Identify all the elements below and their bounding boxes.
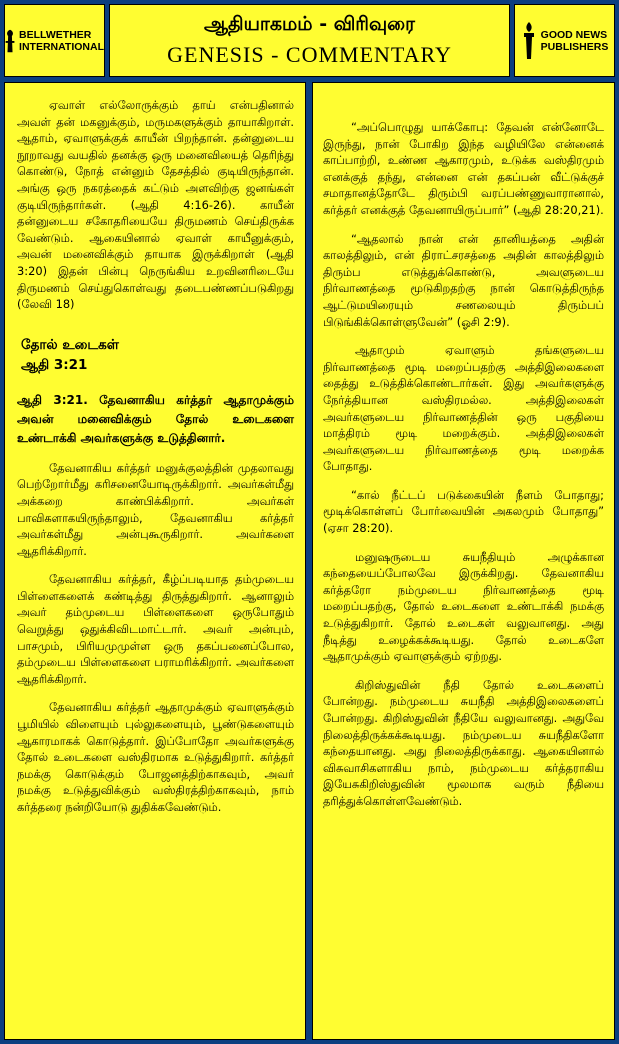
bellwether-logo <box>4 4 105 77</box>
logo-line-2: PUBLISHERS <box>540 40 609 53</box>
logo-line-1: GOOD NEWS <box>540 28 608 41</box>
quote-block: “கால் நீட்டப் படுக்கையின் நீளம் போதாது; மூடிக்கொள்ளப் போர்வையின் அகலமும் போதாது” (ஏசா 28:20). <box>323 487 604 536</box>
good-news-logo <box>514 4 615 77</box>
heading-title: தோல் உடைகள் <box>21 336 119 353</box>
title-tamil: ஆதியாகமம் - விரிவுரை <box>204 13 415 35</box>
ram-icon <box>5 21 15 61</box>
right-column <box>312 82 615 1040</box>
section-heading <box>21 335 294 375</box>
paragraph: தேவனாகிய கர்த்தர், கீழ்ப்படியாத தம்முடைய பிள்ளைகளைக் கண்டித்து திருத்துகிறார். ஆனாலும் அவர் தம்முடைய பிள்ளைகளை ஒருபோதும் வெறுத்து ஒதுக்கிவிடமாட்டார். அவர் அன்பும், பாசமும், பிரியமுமுள்ள ஒரு தகப்பனைப்போல, தம்முடைய பிள்ளைகளை பராமரிக்கிறார். அவர்களை ஆதரிக்கிறார். <box>17 572 294 686</box>
paragraph: ஆதாமும் ஏவாளும் தங்களுடைய நிர்வாணத்தை மூடி மறைப்பதற்கு அத்திஇலைகளை தைத்து உடுத்திக்கொண்டார்கள். இது அவர்களுக்கு நேர்த்தியான வஸ்திரமல்ல. அத்திஇலைகள் அவர்களுடைய நிர்வாணத்தின் ஒரு பகுதியை மாத்திரம் மூடி மறைக்கும். அத்திஇலைகள் அவர்களுடைய நிர்வாணத்தை மூடி மறைக்க போதாது. <box>323 343 604 474</box>
torch-icon <box>521 21 537 61</box>
quote-block: “அப்பொழுது யாக்கோபு: தேவன் என்னோடே இருந்து, நான் போகிற இந்த வழியிலே என்னைக் காப்பாற்றி, உண்ண ஆகாரமும், உடுக்க வஸ்திரமும் எனக்குத் தந்து, என்னை என் தகப்பன் வீட்டுக்குச் சமாதானத்தோடே திரும்பி வரப்பண்ணுவாரானால், கர்த்தர் எனக்குத் தேவனாயிருப்பார்” (ஆதி 28:20,21). <box>323 120 604 217</box>
left-column <box>4 82 306 1040</box>
title-english: GENESIS - COMMENTARY <box>167 42 452 67</box>
logo-line-2: INTERNATIONAL <box>19 40 104 53</box>
heading-reference: ஆதி 3:21 <box>21 356 88 373</box>
page-header <box>4 4 615 77</box>
quote-block: “ஆதலால் நான் என் தானியத்தை அதின் காலத்திலும், என் திராட்சரசத்தை அதின் காலத்திலும் திரும்ப எடுத்துக்கொண்டு, அவளுடைய நிர்வாணத்தை மூடுகிறதற்கு நான் கொடுத்திருந்த ஆட்டுமயிரையும் சணலையும் திரும்பப் பிடுங்கிக்கொள்ளுவேன்” (ஓசி 2:9). <box>323 231 604 329</box>
paragraph: கிறிஸ்துவின் நீதி தோல் உடைகளைப் போன்றது. நம்முடைய சுயநீதி அத்திஇலைகளைப் போன்றது. கிறிஸ்துவின் நீதியே வலுவானது. அதுவே நிலைத்திருக்கக்கூடியது. நம்முடைய சுயநீதிகளோ கந்தையானது. அது நிலைத்திருக்காது. ஆகையினால் விசுவாசிகளாகிய நாம், நம்முடைய கர்த்தராகிய இயேசுகிறிஸ்துவின் மூலமாக வரும் நீதியை தரித்துக்கொள்ளவேண்டும். <box>323 677 604 808</box>
paragraph: மனுஷருடைய சுயநீதியும் அழுக்கான கந்தையைப்போலவே இருக்கிறது. தேவனாகிய கர்த்தரோ நம்முடைய நிர்வாணத்தை மூடி மறைப்பதற்கு, தோல் உடைகளை உண்டாக்கி நமக்கு உடுத்துகிறார். தோல் உடைகள் வலுவானது. அது நீடித்து உழைக்கக்கூடியது. தோல் உடைகளே ஆதாமுக்கும் ஏவாளுக்கும் ஏற்றது. <box>323 549 604 664</box>
paragraph: ஏவாள் எல்லோருக்கும் தாய் என்பதினால் அவள் தன் மகனுக்கும், மருமகளுக்கும் தாயாகிறாள். ஆதாம், ஏவாளுக்குக் காயீன் பிறந்தான். தன்னுடைய நூறாவது வயதில் தனக்கு ஒரு மனைவியைத் தெரிந்து கொண்டு, நோத் என்னும் தேசத்தில் குடியிருந்தான். அங்கு ஒரு நகரத்தைக் கட்டும் அளவிற்கு ஜனங்கள் குடியிருந்தார்கள். (ஆதி 4:16-26). காயீன் தன்னுடைய சகோதரியையே திருமணம் செய்திருக்க வேண்டும். ஆகையினால் ஏவாள் காயீனுக்கும், அவன் மனைவிக்கும் தாயாக இருக்கிறாள் (ஆதி 3:20) இதன் பின்பு நெருங்கிய உறவினரிடையே திருமணம் செய்துகொள்வது தடைபண்ணப்படுகிறது (லேவி 18) <box>17 98 294 312</box>
paragraph: தேவனாகிய கர்த்தர் மனுக்குலத்தின் முதலாவது பெற்றோர்மீது கரிசனையோடிருக்கிறார். அவர்கள்மீது அக்கறை காண்பிக்கிறார். அவர்கள் பாவிகளாகயிருந்தாலும், தேவனாகிய கர்த்தர் அவர்கள்மீது அன்புகூருகிறார். அவர்களை ஆதரிக்கிறார். <box>17 460 294 558</box>
paragraph: தேவனாகிய கர்த்தர் ஆதாமுக்கும் ஏவாளுக்கும் பூமியில் விளையும் புல்லுகளையும், பூண்டுகளையும் ஆகாரமாகக் கொடுத்தார். இப்போதோ அவர்களுக்கு தோல் உடைகளை வஸ்திரமாக உடுத்துகிறார். கர்த்தர் நமக்கு கொடுக்கும் போஜனத்திற்காகவும், அவர் நமக்கு உடுத்துவிக்கும் வஸ்திரத்திற்காகவும், நாம் கர்த்தரை நன்றியோடு துதிக்கவேண்டும். <box>17 700 294 814</box>
title-box <box>109 4 510 77</box>
verse-text: ஆதி 3:21. தேவனாகிய கர்த்தர் ஆதாமுக்கும் அவன் மனைவிக்கும் தோல் உடைகளை உண்டாக்கி அவர்களுக்கு உடுத்தினார். <box>17 392 294 445</box>
logo-line-1: BELLWETHER <box>19 28 92 41</box>
